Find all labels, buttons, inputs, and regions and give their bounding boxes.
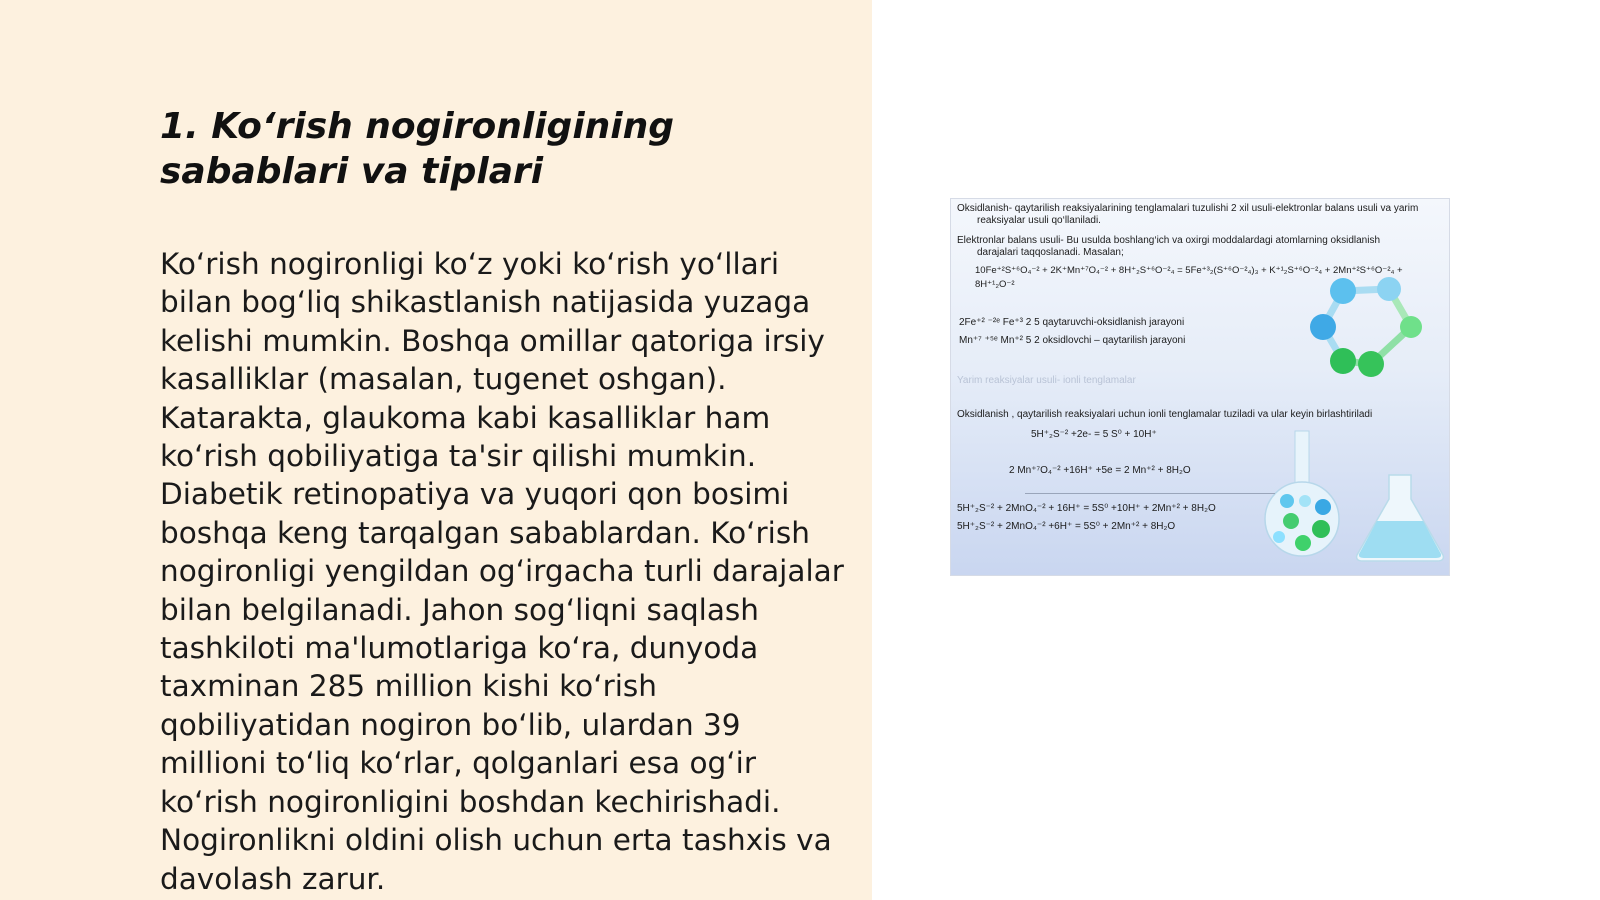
half-equation-1: 5H⁺₂S⁻² +2e- = 5 S⁰ + 10H⁺ [1031,429,1157,440]
half-equation-2: 2 Mn⁺⁷O₄⁻² +16H⁺ +5e = 2 Mn⁺² + 8H₂O [1009,465,1191,476]
slide-body-text: Ko‘rish nogironligi ko‘z yoki ko‘rish yo‘llari bilan bog‘liq shikastlanish natijasida yuzaga kelishi mumkin. Boshqa omillar qatoriga irsiy kasalliklar (masalan, tugenet oshgan). Katarakta, glaukoma kabi kasalliklar ham ko‘rish qobiliyatiga ta'sir qilishi mumkin. Diabetik retinopatiya va yuqori qon bosimi boshqa keng tarqalgan sabablardan. Ko‘rish nogironligi yengildan og‘irgacha turli darajalar bilan belgilanadi. Jahon sog‘liqni saqlash tashkiloti ma'lumotlariga ko‘ra, dunyoda taxminan 285 million kishi ko‘rish qobiliyatidan nogiron bo‘lib, ulardan 39 millioni to‘liq ko‘rlar, qolganlari esa og‘ir ko‘rish nogironligini boshdan kechirishadi. Nogironlikni oldini olish uchun erta tashxis va davolash zarur. [160,247,844,896]
chemistry-equations-image [950,198,1450,576]
faint-heading: Yarim reaksiyalar usuli- ionli tenglamalar [957,375,1136,386]
method-line-1: Elektronlar balans usuli- Bu usulda boshlang‘ich va oxirgi moddalardagi atomlarning oksidlanish [957,235,1381,246]
sum-equation-2: 5H⁺₂S⁻² + 2MnO₄⁻² +6H⁺ = 5S⁰ + 2Mn⁺² + 8H₂O [957,521,1176,532]
ionic-intro: Oksidlanish , qaytarilish reaksiyalari uchun ionli tenglamalar tuziladi va ular keyin birlashtiriladi [957,409,1373,420]
equation-line-2: 8H⁺¹₂O⁻² [975,279,1015,290]
balance-row-1: 2Fe⁺² ⁻²ᵉ Fe⁺³ 2 5 qaytaruvchi-oksidlanish jarayoni [959,317,1185,328]
intro-line-2: reaksiyalar usuli qo‘llaniladi. [977,215,1101,226]
intro-line-1: Oksidlanish- qaytarilish reaksiyalarining tenglamalari tuzulishi 2 xil usuli-elektronlar balans usuli va yarim [957,203,1419,214]
equation-line-1: 10Fe⁺²S⁺⁶O₄⁻² + 2K⁺Mn⁺⁷O₄⁻² + 8H⁺₂S⁺⁶O⁻²₄ = 5Fe⁺³₂(S⁺⁶O⁻²₄)₃ + K⁺¹₂S⁺⁶O⁻²₄ + 2Mn⁺²S⁺⁶O⁻²₄ + [975,265,1403,276]
method-line-2: darajalari taqqoslanadi. Masalan; [977,247,1124,258]
molecule-icon [1310,277,1422,377]
round-flask-icon [1265,431,1339,556]
slide-title: 1. Ko‘rish nogironligining sabablari va tiplari [160,106,675,192]
equation-sum-rule [1025,493,1275,494]
sum-equation-1: 5H⁺₂S⁻² + 2MnO₄⁻² + 16H⁺ = 5S⁰ +10H⁺ + 2Mn⁺² + 8H₂O [957,503,1216,514]
conical-flask-icon [1357,475,1444,561]
balance-row-2: Mn⁺⁷ ⁺⁵ᵉ Mn⁺² 5 2 oksidlovchi – qaytarilish jarayoni [959,335,1186,346]
